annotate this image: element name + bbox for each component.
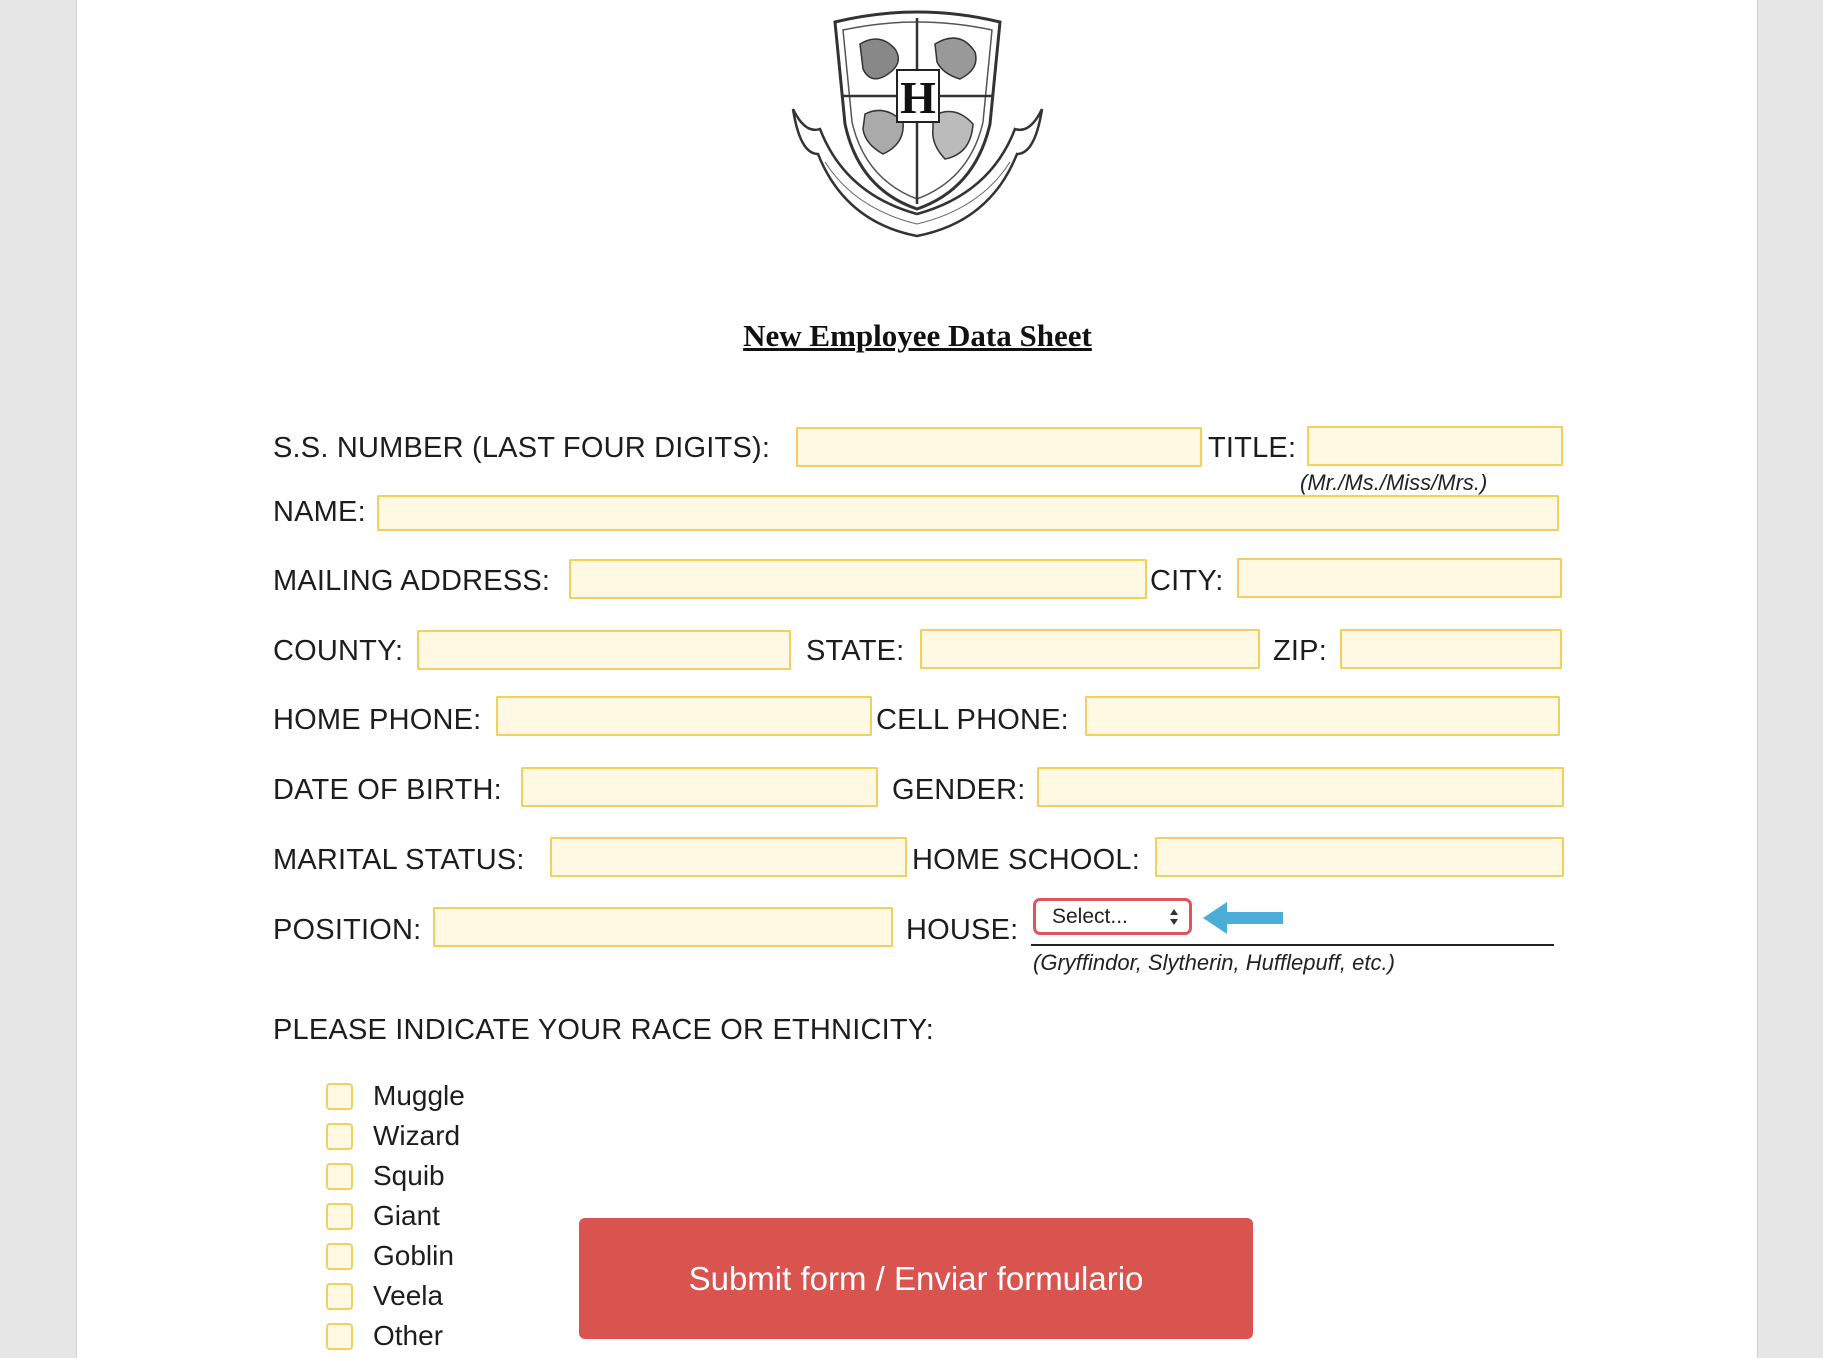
- house-underline: [1031, 944, 1554, 946]
- state-label: STATE:: [806, 635, 905, 667]
- hogwarts-crest-logo: [785, 4, 1050, 244]
- other-checkbox[interactable]: [326, 1323, 353, 1350]
- position-field[interactable]: [433, 907, 893, 947]
- cell-phone-label: CELL PHONE:: [876, 704, 1069, 736]
- house-select-value: Select...: [1052, 905, 1128, 928]
- name-field[interactable]: [377, 495, 1559, 531]
- zip-label: ZIP:: [1273, 635, 1327, 667]
- submit-form-button[interactable]: Submit form / Enviar formulario: [579, 1218, 1253, 1339]
- date-of-birth-label: DATE OF BIRTH:: [273, 774, 502, 806]
- veela-checkbox[interactable]: [326, 1283, 353, 1310]
- giant-label: Giant: [373, 1200, 440, 1231]
- ss-number-label: S.S. NUMBER (LAST FOUR DIGITS):: [273, 432, 771, 464]
- muggle-checkbox[interactable]: [326, 1083, 353, 1110]
- squib-checkbox[interactable]: [326, 1163, 353, 1190]
- mailing-address-label: MAILING ADDRESS:: [273, 565, 551, 597]
- zip-field[interactable]: [1340, 629, 1562, 669]
- home-phone-label: HOME PHONE:: [273, 704, 482, 736]
- home-school-label: HOME SCHOOL:: [912, 844, 1140, 876]
- updown-caret-icon: [1169, 907, 1179, 927]
- county-field[interactable]: [417, 630, 791, 670]
- goblin-checkbox[interactable]: [326, 1243, 353, 1270]
- county-label: COUNTY:: [273, 635, 404, 667]
- home-phone-field[interactable]: [496, 696, 872, 736]
- marital-status-label: MARITAL STATUS:: [273, 844, 525, 876]
- house-select[interactable]: [1033, 898, 1192, 935]
- marital-status-field[interactable]: [550, 837, 907, 877]
- title-label: TITLE:: [1208, 432, 1297, 464]
- state-field[interactable]: [920, 629, 1260, 669]
- home-school-field[interactable]: [1155, 837, 1564, 877]
- squib-label: Squib: [373, 1160, 445, 1191]
- ss-number-field[interactable]: [796, 427, 1202, 467]
- title-hint: (Mr./Ms./Miss/Mrs.): [1300, 470, 1488, 495]
- city-label: CITY:: [1150, 565, 1224, 597]
- mailing-address-field[interactable]: [569, 559, 1147, 599]
- arrow-left-icon: [1203, 900, 1283, 936]
- muggle-label: Muggle: [373, 1080, 465, 1111]
- giant-checkbox[interactable]: [326, 1203, 353, 1230]
- gender-field[interactable]: [1037, 767, 1564, 807]
- veela-label: Veela: [373, 1280, 444, 1311]
- wizard-checkbox[interactable]: [326, 1123, 353, 1150]
- goblin-label: Goblin: [373, 1240, 454, 1271]
- other-label: Other: [373, 1320, 444, 1351]
- date-of-birth-field[interactable]: [521, 767, 878, 807]
- wizard-label: Wizard: [373, 1120, 461, 1151]
- city-field[interactable]: [1237, 558, 1562, 598]
- name-label: NAME:: [273, 496, 366, 528]
- title-field[interactable]: [1307, 426, 1563, 466]
- house-label: HOUSE:: [906, 914, 1019, 946]
- document-title: New Employee Data Sheet: [743, 318, 1092, 353]
- position-label: POSITION:: [273, 914, 422, 946]
- svg-text:H: H: [900, 72, 936, 123]
- house-hint: (Gryffindor, Slytherin, Hufflepuff, etc.): [1033, 950, 1395, 975]
- race-prompt: PLEASE INDICATE YOUR RACE OR ETHNICITY:: [273, 1014, 934, 1046]
- cell-phone-field[interactable]: [1085, 696, 1560, 736]
- gender-label: GENDER:: [892, 774, 1026, 806]
